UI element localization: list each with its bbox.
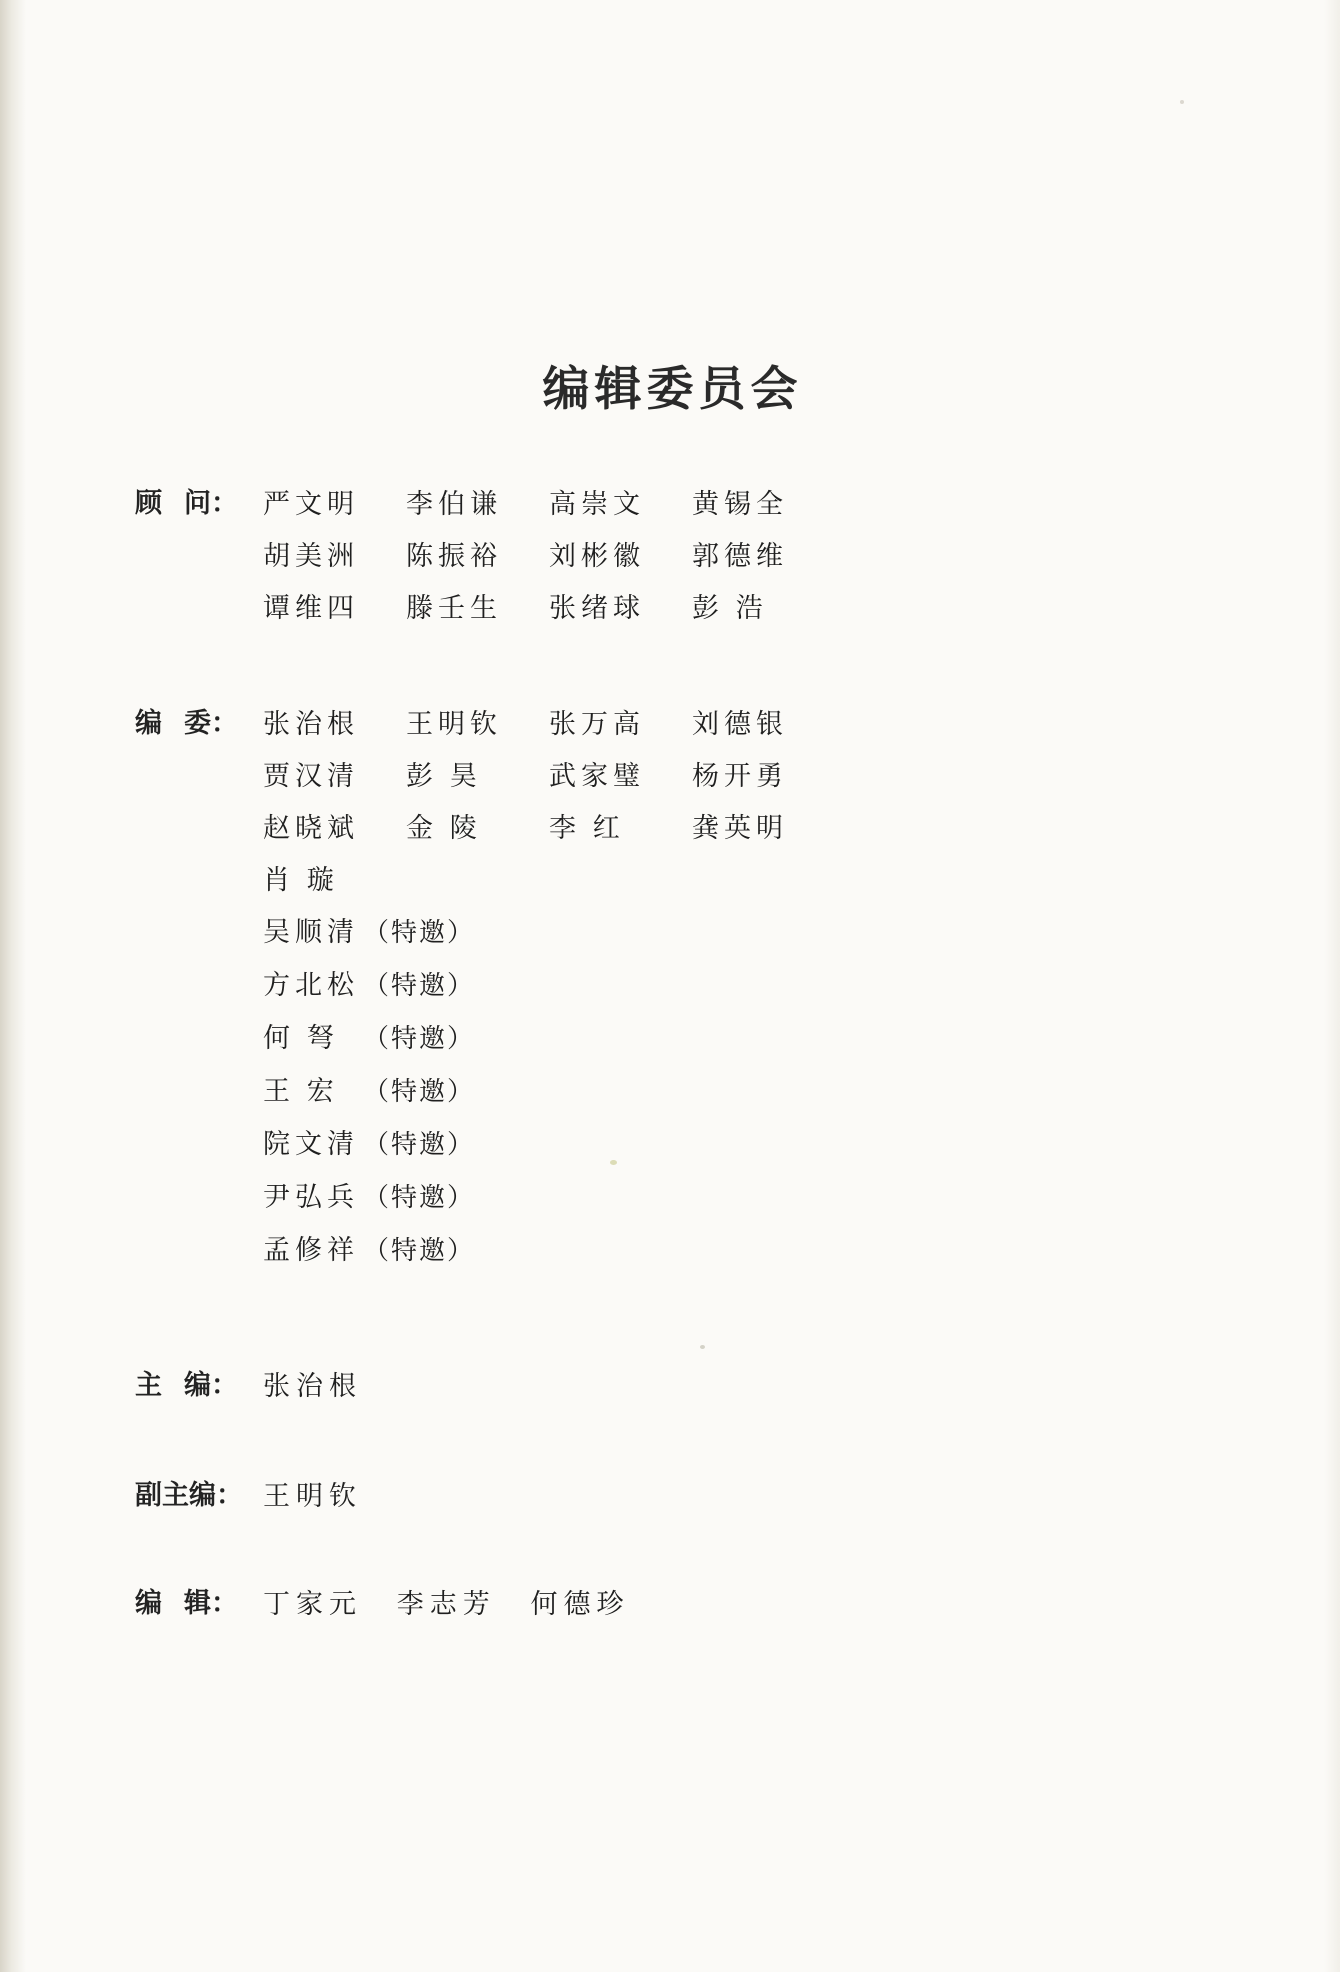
- list-item: 高崇文: [549, 489, 645, 519]
- list-item: 张治根: [263, 709, 359, 739]
- list-item-invited: [263, 1065, 810, 1118]
- list-item: 金 陵: [406, 813, 482, 843]
- list-item: 杨开勇: [692, 761, 788, 791]
- label-advisors-char: 顾: [135, 488, 162, 519]
- list-item: 张万高: [549, 709, 645, 739]
- section-chief-editor: [135, 1360, 390, 1412]
- invited-name: 孟修祥: [263, 1235, 359, 1265]
- invited-tag: （特邀）: [363, 1077, 476, 1106]
- list-item: 李志芳: [396, 1589, 496, 1619]
- table-row: [263, 478, 810, 530]
- invited-name: 王 宏: [263, 1076, 339, 1106]
- invited-name: 何 弩: [263, 1023, 339, 1053]
- section-label-editors: [135, 1578, 263, 1630]
- list-item: 李 红: [549, 813, 625, 843]
- list-item: 张治根: [263, 1371, 362, 1401]
- invited-name: 方北松: [263, 970, 359, 1000]
- list-item: 刘德银: [692, 709, 788, 739]
- list-item: 王明钦: [263, 1481, 362, 1511]
- editors-rows: [263, 1578, 658, 1630]
- section-advisors: [135, 478, 810, 634]
- list-item-invited: [263, 1224, 810, 1277]
- section-label-editorial-board: [135, 698, 263, 750]
- invited-tag: （特邀）: [363, 1183, 476, 1212]
- list-item: 彭 昊: [406, 761, 482, 791]
- list-item: 滕壬生: [406, 593, 502, 623]
- section-editorial-board: [135, 698, 810, 1277]
- list-item: 何德珍: [530, 1589, 630, 1619]
- page-title: 编辑委员会: [542, 362, 803, 417]
- invited-tag: （特邀）: [363, 918, 476, 947]
- list-item: 严文明: [263, 489, 359, 519]
- table-row: [263, 854, 810, 906]
- table-row: [263, 1578, 658, 1630]
- list-item: 王明钦: [406, 709, 502, 739]
- list-item-invited: [263, 906, 810, 959]
- invited-name: 吴顺清: [263, 917, 359, 947]
- table-row: [263, 530, 810, 582]
- label-board-char: 编: [135, 708, 162, 739]
- invited-tag: （特邀）: [363, 971, 476, 1000]
- list-item: 张绪球: [549, 593, 645, 623]
- section-label-chief-editor: [135, 1360, 263, 1412]
- scan-speck: [700, 1345, 705, 1349]
- list-item: 肖 璇: [263, 865, 339, 895]
- list-item: 贾汉清: [263, 761, 359, 791]
- section-editors: [135, 1578, 658, 1630]
- table-row: [263, 802, 810, 854]
- label-advisors-suffix: 问：: [184, 488, 238, 519]
- list-item: 陈振裕: [406, 541, 502, 571]
- list-item: 刘彬徽: [549, 541, 645, 571]
- invited-name: 尹弘兵: [263, 1182, 359, 1212]
- editorial-board-rows: [263, 698, 810, 1277]
- invited-tag: （特邀）: [363, 1130, 476, 1159]
- list-item-invited: [263, 959, 810, 1012]
- invited-tag: （特邀）: [363, 1024, 476, 1053]
- advisors-rows: [263, 478, 810, 634]
- table-row: [263, 1360, 390, 1412]
- scan-speck: [1180, 100, 1184, 104]
- list-item: 胡美洲: [263, 541, 359, 571]
- list-item: 黄锡全: [692, 489, 788, 519]
- invited-tag: （特邀）: [363, 1236, 476, 1265]
- list-item: 谭维四: [263, 593, 359, 623]
- list-item-invited: [263, 1171, 810, 1224]
- section-label-deputy-chief-editor: 副主编：: [135, 1480, 243, 1511]
- list-item-invited: [263, 1012, 810, 1065]
- list-item: 丁家元: [263, 1589, 362, 1619]
- list-item: 龚英明: [692, 813, 788, 843]
- section-label-advisors: [135, 478, 263, 530]
- label-board-suffix: 委：: [184, 708, 238, 739]
- table-row: [263, 1470, 390, 1522]
- label-editors-char: 编: [135, 1588, 162, 1619]
- list-item: 武家璧: [549, 761, 645, 791]
- table-row: [263, 582, 810, 634]
- label-chief-char: 主: [135, 1370, 162, 1401]
- table-row: [263, 698, 810, 750]
- list-item-invited: [263, 1118, 810, 1171]
- list-item: 赵晓斌: [263, 813, 359, 843]
- section-deputy-chief-editor: [135, 1470, 390, 1522]
- deputy-chief-editor-rows: [263, 1470, 390, 1522]
- label-chief-suffix: 编：: [184, 1370, 238, 1401]
- invited-name: 院文清: [263, 1129, 359, 1159]
- label-editors-suffix: 辑：: [184, 1588, 238, 1619]
- list-item: 彭 浩: [692, 593, 768, 623]
- table-row: [263, 750, 810, 802]
- chief-editor-rows: [263, 1360, 390, 1412]
- list-item: 郭德维: [692, 541, 788, 571]
- list-item: 李伯谦: [406, 489, 502, 519]
